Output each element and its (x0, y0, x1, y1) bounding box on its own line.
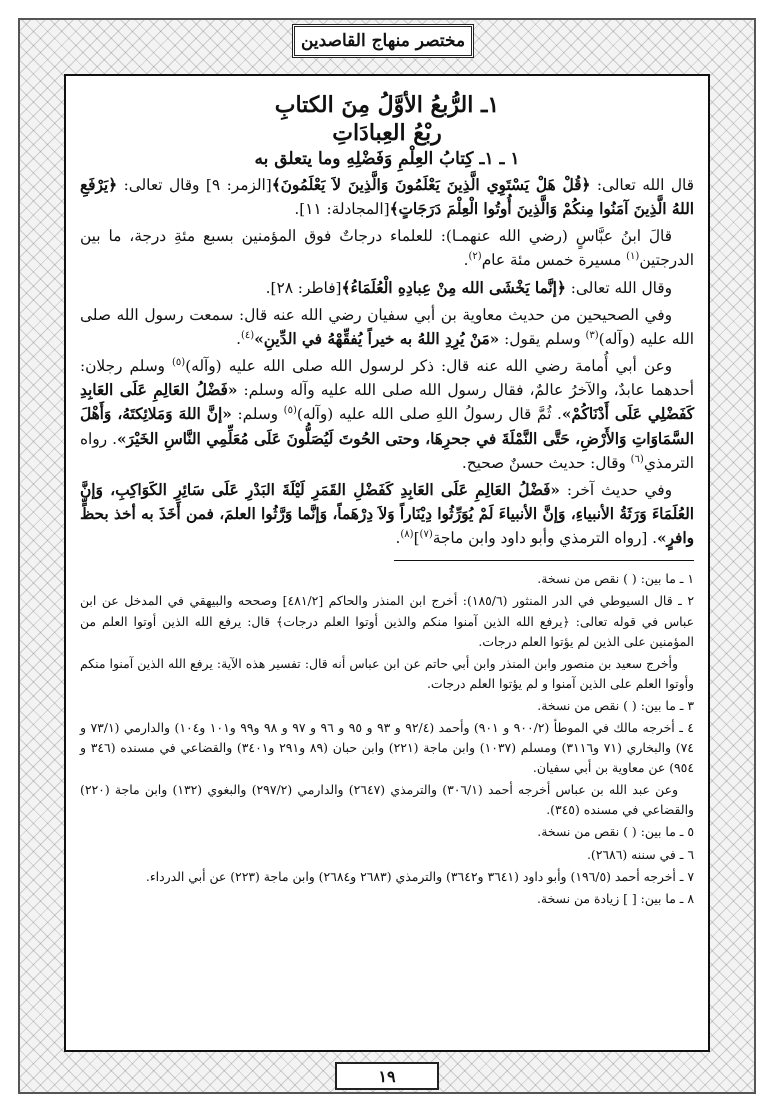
text: وقال: حديث حسنٌ صحيح. (461, 453, 631, 472)
text: قال الله تعالى: (590, 176, 694, 194)
page-content (64, 74, 710, 1052)
quran-verse: ﴿إنَّما يَخْشَى الله مِنْ عِبادِهِ الْعُلَمَاءُ﴾ (341, 278, 566, 297)
footnote-ref[interactable]: (٦) (630, 453, 644, 465)
footnote-divider (394, 560, 694, 561)
text: . (236, 329, 242, 348)
text: قالَ ابنُ عبَّاسٍ (رضي الله عنهمـا): للعلماء درجاتٌ فوق المؤمنين بسبع مئةِ درجة، ما بين الدرجتين (80, 227, 694, 270)
paragraph (80, 173, 694, 221)
section-heading: ١ ـ ١ـ كِتابُ العِلْمِ وَفَضْلِهِ وما يتعلق به (254, 149, 520, 169)
text: مسيرة خمس مئة عام (481, 251, 627, 270)
text: . ثُمَّ قال رسولُ اللهِ صلى الله عليه (وآله) (296, 405, 562, 424)
text: وفي حديث آخر: (559, 480, 672, 499)
quran-verse: ﴿يَرْفَعِ اللهُ الَّذِينَ آمَنُوا مِنكُمْ وَالَّذِينَ أُوتُوا الْعِلْمَ دَرَجَاتٍ﴾ (80, 176, 694, 219)
footnote: وأخرج سعيد بن منصور وابن المنذر وابن أبي حاتم عن ابن عباس أنه قال: تفسير هذه الآية: يرفع الله الذين آمنوا منكم وأوتوا العلم على الذين آمنوا و لم يؤتوا العلم درجات. (80, 655, 694, 691)
main-text (80, 173, 694, 550)
hadith-quote: «فَضْلُ العَالِمِ عَلَى العَابِدِ كَفَضْلِ القَمَرِ لَيْلَةَ البَدْرِ عَلَى سَائِرِ الكَوَاكِبِ، وَإنَّ العُلَمَاءَ وَرَثَةُ الأنبياءِ، وَإنَّ الأنبياءَ لَمْ يُوَرِّثُوا دِيْنَاراً وَلاَ دِرْهَماً، وَإنَّما وَرَّثُوا العلمَ، فمن أَخَذَ به أخذ بحظٍّ وافرٍ» (80, 480, 694, 548)
text: وسلم: (231, 405, 284, 424)
text: . رواه الترمذي (80, 429, 694, 472)
quarter-name: ربْعُ العِبادَاتِ (332, 119, 442, 146)
footnote-ref[interactable]: (٧) (419, 529, 433, 541)
footnote: ٦ ـ في سننه (٢٦٨٦). (586, 846, 694, 862)
footnote: ٤ ـ أخرجه مالك في الموطأ (٩٠٠/٢ و ٩٠١) وأحمد (٩٢/٤ و ٩٣ و ٩٥ و ٩٦ و ٩٧ و ٩٨ و٩٩ و١٠١ و١٠٤) والدارمي (٧٣/١ و ٧٤) والبخاري (٧١ و٣١١٦) ومسلم (١٠٣٧) وابن ماجة (٢٢١) وابن حبان (٨٩ و٢٩١ و٣٤٠١) والقضاعي في مسنده (٣٤٦ و ٩٥٤) عن معاوية بن أبي سفيان. (80, 720, 694, 776)
text: وسلم رجلان: أحدهما عابدٌ، والآخرُ عالمٌ، فقال رسول الله صلى الله عليه وآله وسلم: (80, 357, 694, 400)
quran-verse: ﴿قُلْ هَلْ يَسْتَوِي الَّذِينَ يَعْلَمُونَ وَالَّذِينَ لاَ يَعْلَمُونَ﴾ (271, 176, 591, 194)
footnote: ٢ ـ قال السيوطي في الدر المنثور (١٨٥/٦): أخرج ابن المنذر والحاكم [٤٨١/٢] وصححه والبيهقي في المدخل عن ابن عباس في قوله تعالى: ﴿يرفع الله الذين آمنوا منكم والذين أوتوا العلم درجات﴾ قال: يرفع الله الذين أوتوا العلم من المؤمنين على الذين لم يؤتوا العلم درجات. (80, 593, 694, 649)
footnote-ref[interactable]: (٤) (241, 329, 255, 341)
text: وعن أبي أُمامة رضي الله عنه قال: ذكر لرسول الله صلى الله عليه (وآله) (185, 357, 672, 376)
footnote: ٣ ـ ما بين: ( ) نقص من نسخة. (537, 697, 694, 713)
running-header (292, 24, 474, 58)
footnotes (80, 569, 694, 909)
text: . (395, 529, 401, 548)
page-number-text: ١٩ (378, 1066, 396, 1086)
footnote: وعن عبد الله بن عباس أخرجه أحمد (٣٠٦/١) والترمذي (٢٦٤٧) والدارمي (٢٩٧/٢) والبغوي (١٣٢) وابن ماجة (٢٢٠) والقضاعي في مسنده (٣٤٥). (80, 782, 694, 818)
text: [المجادلة: ١١]. (294, 200, 390, 219)
footnote-ref[interactable]: (٢) (468, 251, 482, 263)
text: وقال الله تعالى: (565, 278, 672, 297)
paragraph (80, 303, 694, 351)
text: [فاطر: ٢٨]. (265, 278, 342, 297)
footnote-ref[interactable]: (٥) (172, 357, 186, 368)
hadith-quote: «إنَّ اللهَ وَمَلائِكتَهُ، وَأَهْلَ السَّمَاوَاتِ وَالأَرْضِ، حَتَّى النَّمْلَةَ في جحرِهَا، وحتى الحُوتَ لَيُصَلُّونَ عَلَى مُعَلِّمِي النَّاسِ الخَيْرَ» (80, 405, 694, 448)
text: وسلم يقول: (499, 329, 586, 348)
text: ] (413, 529, 420, 548)
book-title: مختصر منهاج القاصدين (300, 31, 466, 51)
quarter-title: ١ـ الرُّبعُ الأوَّلُ مِنَ الكتابِ (274, 92, 500, 118)
hadith-quote: «مَنْ يُرِدِ اللهُ به خيراً يُفقِّهْهُ في الدِّينِ» (254, 329, 500, 348)
page-number (335, 1062, 439, 1090)
paragraph (80, 478, 694, 550)
text: . (463, 251, 469, 270)
text: . [رواه الترمذي وأبو داود وابن ماجة (432, 529, 658, 548)
paragraph (80, 224, 694, 272)
text: [الزمر: ٩] وقال تعالى: (117, 176, 272, 194)
footnote: ٨ ـ ما بين: [ ] زيادة من نسخة. (536, 890, 694, 906)
hadith-quote: «فَضْلُ العَالِمِ عَلَى العَابِدِ كَفَضْلِي عَلَى أَدْنَاكُمْ» (80, 381, 694, 424)
paragraph (80, 276, 694, 300)
paragraph (80, 354, 694, 475)
text: وفي الصحيحين من حديث معاوية بن أبي سفيان رضي الله عنه قال: سمعت رسول الله صلى الله عليه (وآله) (80, 305, 694, 348)
footnote-ref[interactable]: (٥) (283, 405, 297, 417)
footnote: ١ ـ ما بين: ( ) نقص من نسخة. (537, 571, 694, 587)
footnote-ref[interactable]: (٣) (585, 329, 599, 341)
footnote: ٥ ـ ما بين: ( ) نقص من نسخة. (537, 824, 694, 840)
footnote-ref[interactable]: (٨) (400, 529, 414, 541)
footnote: ٧ ـ أخرجه أحمد (١٩٦/٥) وأبو داود (٣٦٤١ و٣٦٤٢) والترمذي (٢٦٨٣ و٢٦٨٤) وابن ماجة (٢٢٣) عن أبي الدرداء. (145, 868, 694, 884)
footnote-ref[interactable]: (١) (626, 251, 640, 263)
